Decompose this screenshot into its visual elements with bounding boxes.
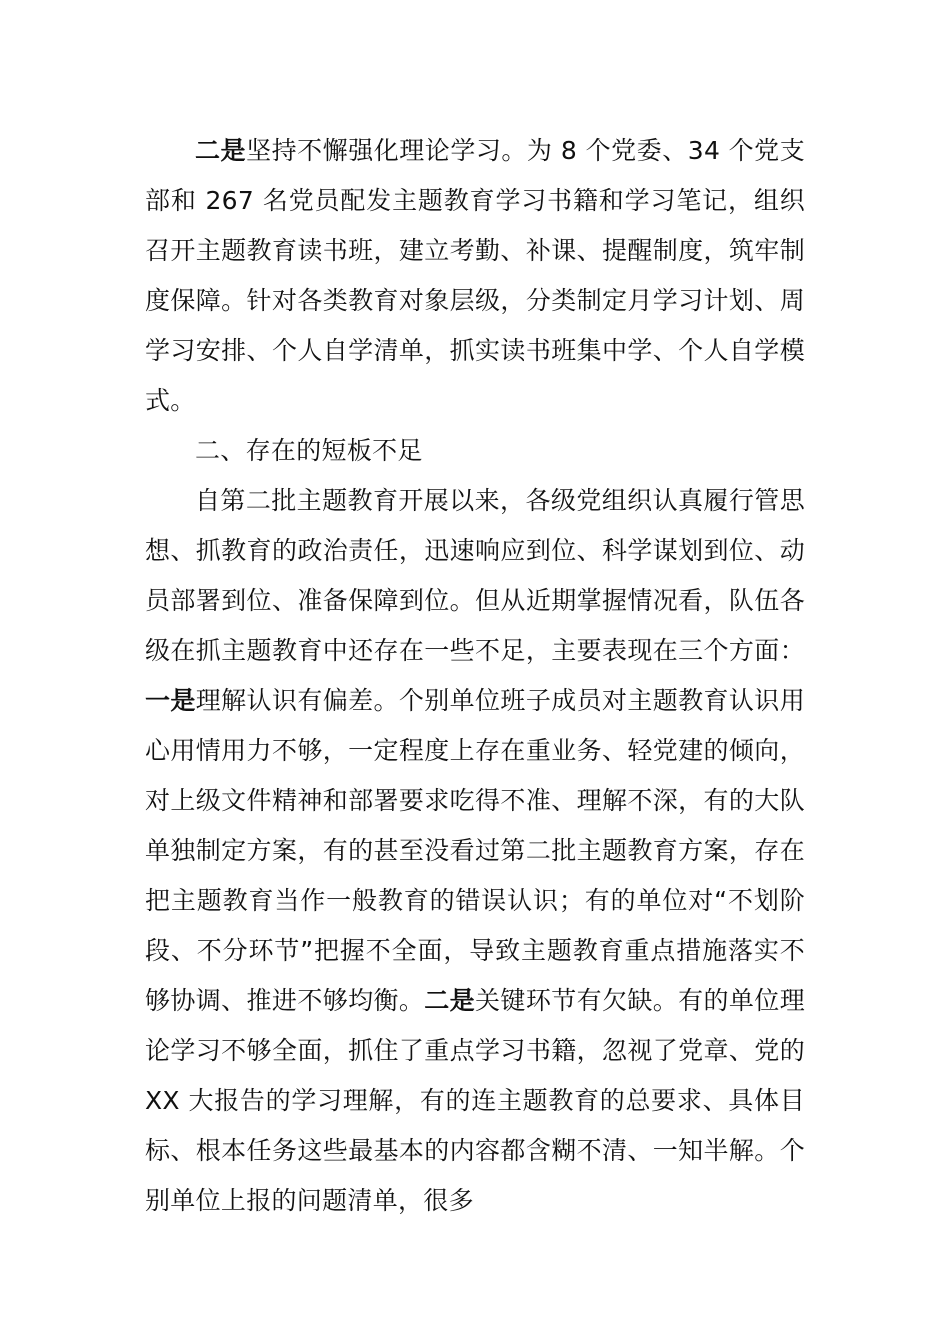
paragraph-text: 坚持不懈强化理论学习。为 8 个党委、34 个党支部和 267 名党员配发主题教育学习书籍和学习笔记，组织召开主题教育读书班，建立考勤、补课、提醒制度，筑牢制度保障。针对各类教育对象层级，分类制定月学习计划、周学习安排、个人自学清单，抓实读书班集中学、个人自学模式。	[145, 136, 806, 415]
paragraph-lead-bold: 二是	[195, 136, 247, 165]
paragraph-shortcomings	[145, 476, 805, 1226]
section-heading: 二、存在的短板不足	[195, 436, 423, 465]
paragraph-intro: 自第二批主题教育开展以来，各级党组织认真履行管思想、抓教育的政治责任，迅速响应到位、科学谋划到位、动员部署到位、准备保障到位。但从近期掌握情况看，队伍各级在抓主题教育中还存在一些不足，主要表现在三个方面：	[145, 486, 805, 665]
paragraph-theory-study	[145, 126, 805, 426]
point-two-text: 关键环节有欠缺。有的单位理论学习不够全面，抓住了重点学习书籍，忽视了党章、党的 XX 大报告的学习理解，有的连主题教育的总要求、具体目标、根本任务这些最基本的内容都含糊不清、一知半解。个别单位上报的问题清单，很多	[145, 986, 805, 1215]
point-one-lead-bold: 一是	[145, 686, 196, 715]
point-two-lead-bold: 二是	[424, 986, 476, 1015]
document-body	[145, 126, 805, 1226]
point-one-text: 理解认识有偏差。个别单位班子成员对主题教育认识用心用情用力不够，一定程度上存在重业务、轻党建的倾向，对上级文件精神和部署要求吃得不准、理解不深，有的大队单独制定方案，有的甚至没看过第二批主题教育方案，存在把主题教育当作一般教育的错误认识；有的单位对“不划阶段、不分环节”把握不全面，导致主题教育重点措施落实不够协调、推进不够均衡。	[145, 686, 805, 1015]
